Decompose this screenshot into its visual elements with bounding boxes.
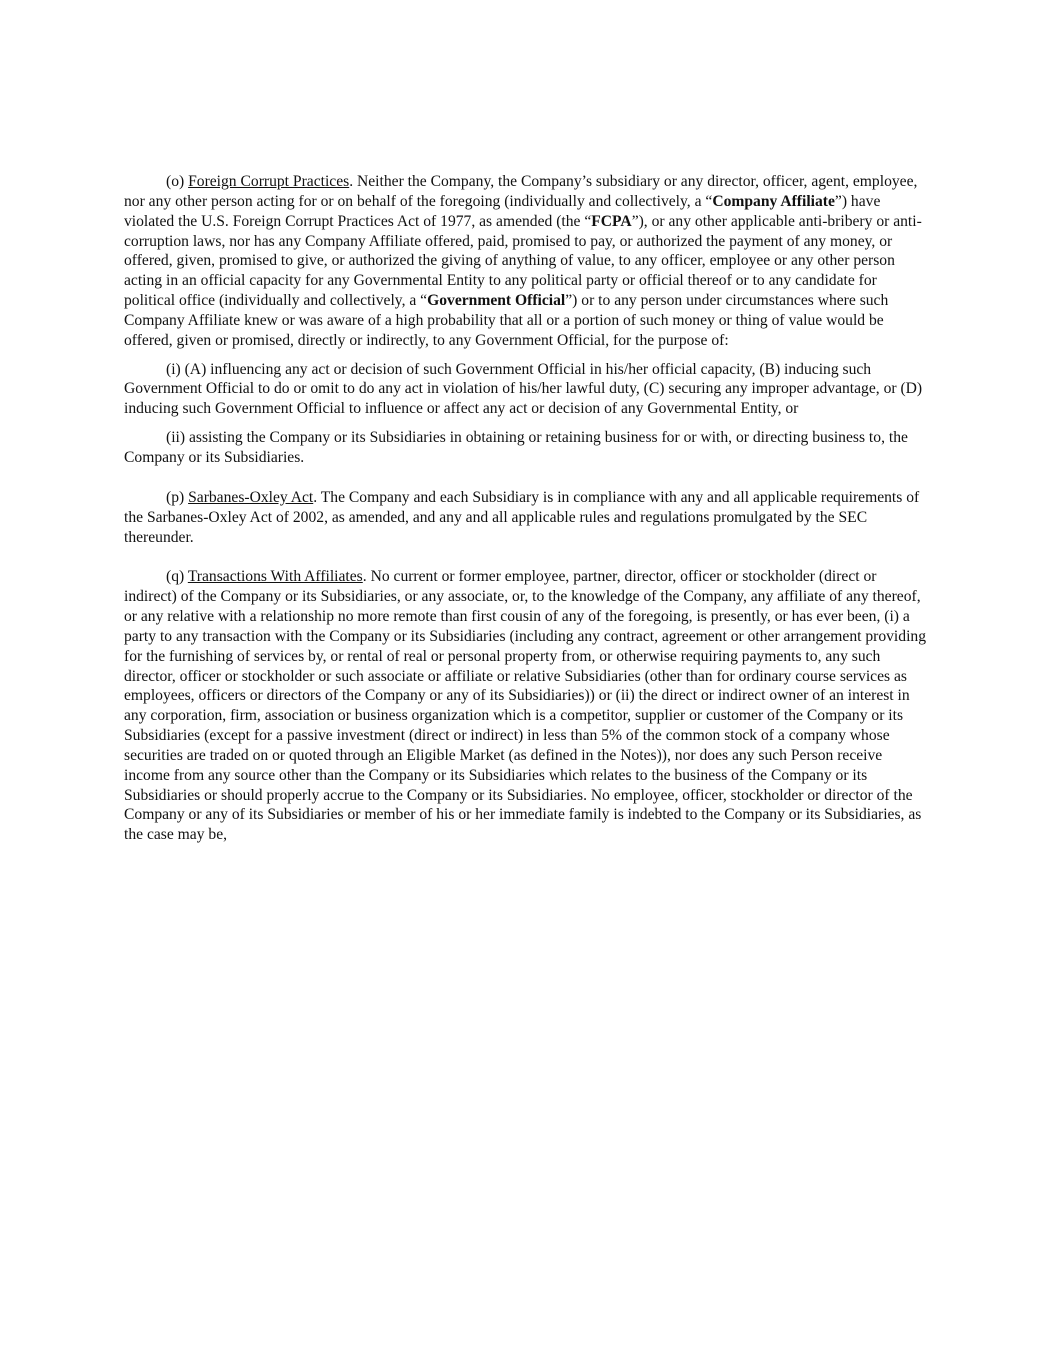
section-p-heading: Sarbanes-Oxley Act (188, 488, 314, 506)
document-page (124, 172, 930, 845)
subclause-i-paragraph: (i) (A) influencing any act or decision of such Government Official in his/her official capacity, (B) inducing such Government Official to do or omit to do any act in violation of his/her lawful duty, (C) securing any improper advantage, or (D) inducing such Government Official to influence or affect any act or decision of any Governmental Entity, or (124, 360, 923, 418)
section-o-text-2: ”) have violated the U.S. Foreign Corrupt Practices Act of 1977, as amended (the “ (124, 192, 881, 230)
section-o-text-4: ”) or to any person under circumstances where such Company Affiliate knew or was aware of a high probability that all or a portion of such money or thing of value would be offered, given or promised, directly or indirectly, to any Government Official, for the purpose of: (124, 292, 889, 349)
section-q-heading: Transactions With Affiliates (187, 568, 363, 586)
section-p-body: . The Company and each Subsidiary is in compliance with any and all applicable requirements of the Sarbanes-Oxley Act of 2002, as amended, and any and all applicable rules and regulations promulgated by the SEC thereunder. (124, 488, 920, 546)
defined-term-fcpa: FCPA (591, 212, 632, 230)
subclause-ii-paragraph: (ii) assisting the Company or its Subsidiaries in obtaining or retaining business for or with, or directing business to, the Company or its Subsidiaries. (124, 429, 908, 466)
defined-term-company-affiliate: Company Affiliate (712, 192, 835, 210)
section-o-heading: Foreign Corrupt Practices (188, 173, 350, 190)
section-o-label: (o) (166, 173, 185, 190)
section-o-text-3: ”), or any other applicable anti-bribery or anti-corruption laws, nor has any Company Affiliate offered, paid, promised to pay, or authorized the payment of any money, or offered, given, promised to give, or authorized the giving of anything of value, to any officer, employee or any other person acting in an official capacity for any Governmental Entity to any political party or official thereof or to any candidate for political office (individually and collectively, a “ (124, 212, 922, 310)
section-q-paragraph (124, 567, 930, 845)
section-p-label: (p) (166, 488, 185, 506)
section-q-body: . No current or former employee, partner, director, officer or stockholder (direct or indirect) of the Company or its Subsidiaries, or any associate, or, to the knowledge of the Company, any affiliate of any thereof, or any relative with a relationship no more remote than first cousin of any of the foregoing, is presently, or has ever been, (i) a party to any transaction with the Company or its Subsidiaries (including any contract, agreement or other arrangement providing for the furnishing of services by, or rental of real or personal property from, or otherwise requiring payments to, any such director, officer or stockholder or such associate or affiliate or relative Subsidiaries (other than for ordinary course services as employees, officers or directors of the Company or any of its Subsidiaries)) or (ii) the direct or indirect owner of an interest in any corporation, firm, association or business organization which is a competitor, supplier or customer of the Company or its Subsidiaries (except for a passive investment (direct or indirect) in less than 5% of the common stock of a company whose securities are traded on or quoted through an Eligible Market (as defined in the Notes)), nor does any such Person receive income from any source other than the Company or its Subsidiaries which relates to the business of the Company or its Subsidiaries or should properly accrue to the Company or its Subsidiaries. No employee, officer, stockholder or director of the Company or any of its Subsidiaries or member of his or her immediate family is indebted to the Company or its Subsidiaries, as the case may be, (124, 568, 926, 844)
defined-term-government-official: Government Official (427, 292, 566, 310)
section-o-text-1: . Neither the Company, the Company’s subsidiary or any director, officer, agent, employee, nor any other person acting for or on behalf of the foregoing (individually and collectively, a “ (124, 173, 918, 210)
section-q-label: (q) (166, 568, 185, 586)
section-p-paragraph (124, 488, 930, 548)
section-o-paragraph (124, 172, 930, 351)
